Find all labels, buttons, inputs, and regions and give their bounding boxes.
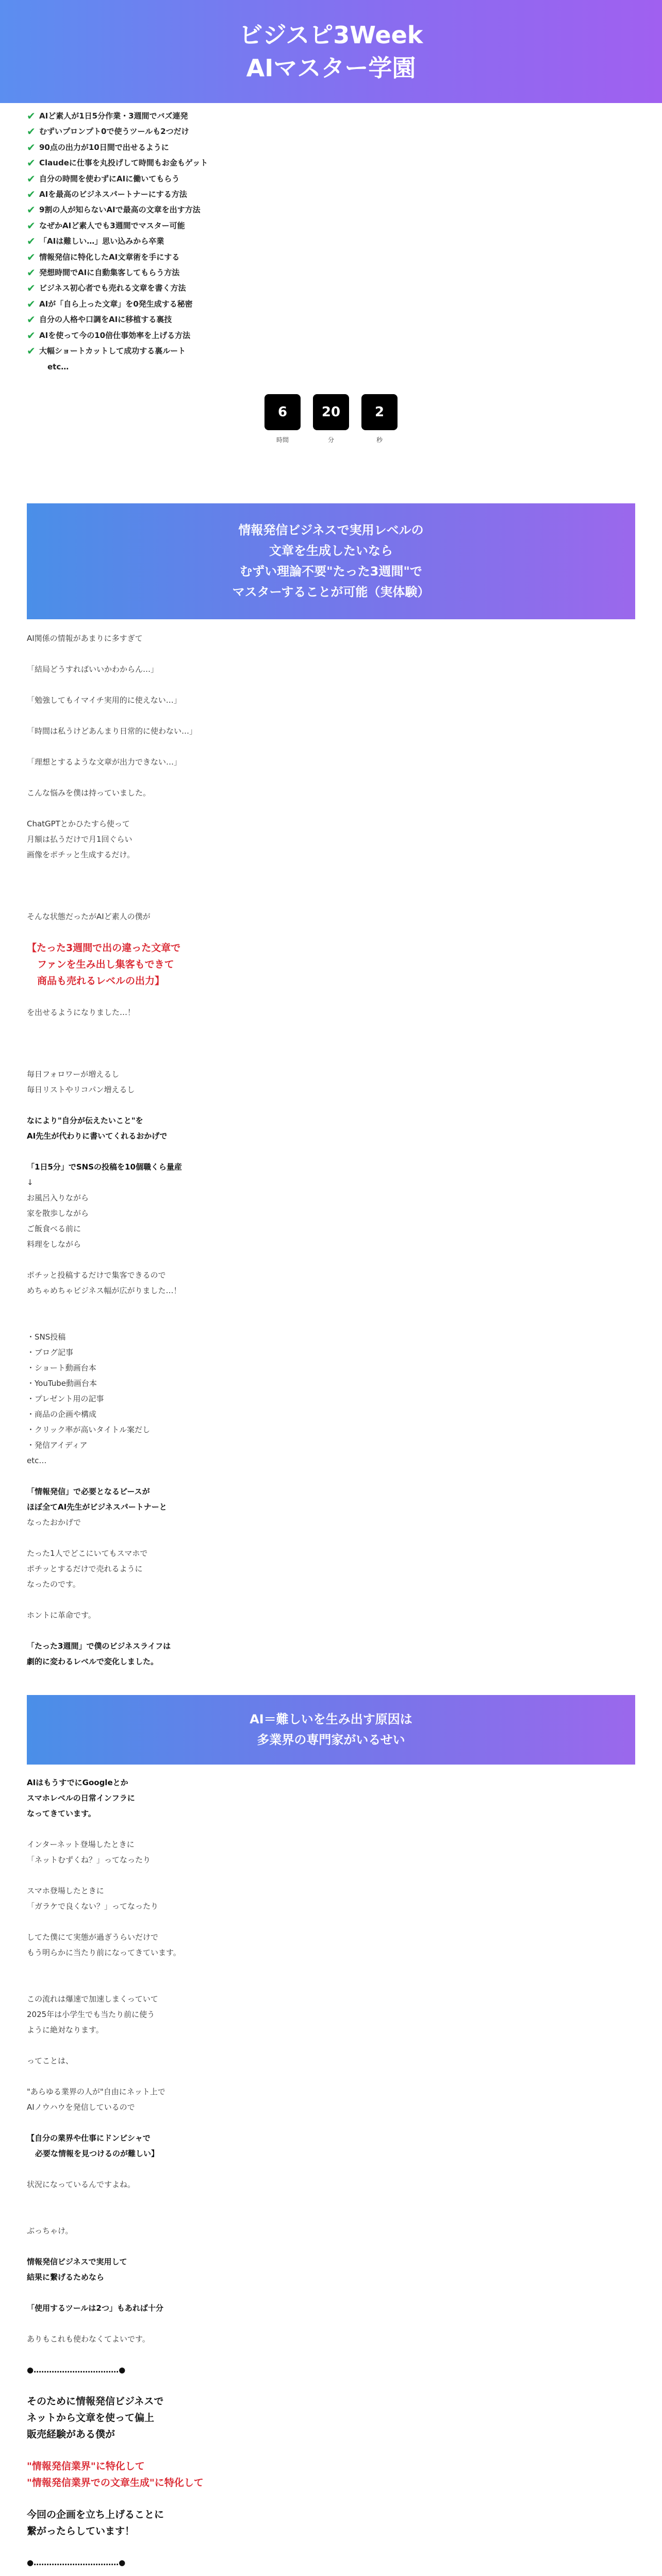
section-banner-2 xyxy=(27,1695,635,1765)
bold-paragraph: スマホレベルの日常インフラに xyxy=(27,1793,135,1803)
paragraph: そんな状態だったがAIど素人の僕が xyxy=(27,911,151,921)
checklist-item xyxy=(27,233,662,249)
checkmark-icon: ✔ xyxy=(27,141,36,154)
output-list xyxy=(27,1329,635,1453)
bold-paragraph: 情報発信ビジネスで実用して xyxy=(27,2257,127,2266)
large-bold-paragraph: 販売経験がある僕が xyxy=(27,2428,115,2440)
checklist-item xyxy=(27,249,662,265)
countdown-seconds-label: 秒 xyxy=(376,436,383,444)
paragraph: ように絶対なります。 xyxy=(27,2025,104,2035)
paragraph: スマホ登場したときに xyxy=(27,1886,104,1895)
bold-paragraph: 「1日5分」でSNSの投稿を10個職くら量産 xyxy=(27,1162,182,1172)
red-highlight: 【たった3週間で出の違った文章で xyxy=(27,942,181,954)
checklist-text: 自分の時間を使わずにAIに働いてもらう xyxy=(39,174,180,183)
checkmark-icon: ✔ xyxy=(27,313,36,326)
checklist-item xyxy=(27,155,662,171)
countdown-minutes xyxy=(313,394,349,444)
checklist-item xyxy=(27,328,662,343)
countdown-minutes-label: 分 xyxy=(327,436,334,444)
section-banner-1 xyxy=(27,503,635,619)
checklist-text: 90点の出力が10日間で出せるように xyxy=(39,142,169,152)
checkmark-icon: ✔ xyxy=(27,188,36,201)
checklist-item xyxy=(27,187,662,202)
paragraph: 毎日フォロワーが増えるし xyxy=(27,1069,120,1079)
checklist-item xyxy=(27,171,662,187)
banner1-line1: 情報発信ビジネスで実用レベルの xyxy=(238,523,424,538)
countdown-hours-label: 時間 xyxy=(276,436,289,444)
paragraph: 「結局どうすればいいかわからん…」 xyxy=(27,664,159,674)
checklist-text: etc… xyxy=(47,362,69,371)
checklist-item xyxy=(27,359,662,375)
paragraph: AIノウハウを発信しているので xyxy=(27,2102,135,2112)
checkmark-icon: ✔ xyxy=(27,110,36,122)
banner2-line1: AI＝難しいを生み出す原因は xyxy=(250,1712,412,1727)
bold-paragraph: ほぼ全てAI先生がビジネスパートナーと xyxy=(27,1502,167,1512)
paragraph: ありもこれも使わなくてよいです。 xyxy=(27,2334,150,2344)
hero-title-line1: ビジスピ3Week xyxy=(239,21,423,49)
paragraph: ってことは、 xyxy=(27,2056,74,2065)
checkmark-icon: ✔ xyxy=(27,345,36,358)
checkmark-icon: ✔ xyxy=(27,219,36,232)
checkmark-icon: ✔ xyxy=(27,235,36,248)
banner1-line4: マスターすることが可能（実体験） xyxy=(232,585,430,600)
banner1-line2: 文章を生成したいなら xyxy=(269,544,393,558)
bold-paragraph: 必要な情報を見つけるのが難しい】 xyxy=(35,2148,159,2158)
checklist-item xyxy=(27,312,662,327)
paragraph: 月額は払うだけで月1回ぐらい xyxy=(27,834,133,844)
red-highlight: "情報発信業界での文章生成"に特化して xyxy=(27,2477,204,2488)
checklist-text: ビジネス初心者でも売れる文章を書く方法 xyxy=(39,283,186,293)
checklist-item xyxy=(27,108,662,124)
checkmark-icon: ✔ xyxy=(27,157,36,170)
bold-paragraph: なってきています。 xyxy=(27,1808,96,1818)
checklist-text: 「AIは難しい…」思い込みから卒業 xyxy=(39,236,164,246)
paragraph: ポチッと投稿するだけで集客できるので xyxy=(27,1270,166,1280)
paragraph: 「理想とするような文章が出力できない…」 xyxy=(27,757,182,767)
paragraph: 毎日リストやリコパン増えるし xyxy=(27,1084,135,1094)
checklist-text: AIど素人が1日5分作業・3週間でバズ連発 xyxy=(39,111,188,121)
paragraph: 「ネットむずくね？」ってなったり xyxy=(27,1855,151,1865)
checklist-text: Claudeに仕事を丸投げして時間もお金もゲット xyxy=(39,158,208,168)
paragraph: AI関係の情報があまりに多すぎて xyxy=(27,633,143,643)
paragraph: 2025年は小学生でも当たり前に使う xyxy=(27,2009,155,2019)
checkmark-icon: ✔ xyxy=(27,297,36,310)
checklist-item xyxy=(27,124,662,139)
checklist-text: なぜかAIど素人でも3週間でマスター可能 xyxy=(39,221,185,230)
bold-paragraph: AI先生が代わりに書いてくれるおかげで xyxy=(27,1131,168,1141)
paragraph: 家を散歩しながら xyxy=(27,1208,89,1218)
hero-title-line2: AIマスター学園 xyxy=(246,54,416,82)
countdown-seconds xyxy=(361,394,398,444)
large-bold-paragraph: ネットから文章を使って偏上 xyxy=(27,2412,155,2424)
paragraph: 料理をしながら xyxy=(27,1239,81,1249)
paragraph: インターネット登場したときに xyxy=(27,1839,135,1849)
checkmark-icon: ✔ xyxy=(27,250,36,263)
paragraph: 「ガラケで良くない？」ってなったり xyxy=(27,1901,159,1911)
dotted-divider: ●……………………………● xyxy=(27,2365,126,2375)
paragraph: 画像をポチッと生成するだけ。 xyxy=(27,850,135,859)
red-highlight: ファンを生み出し集客もできて xyxy=(37,958,174,970)
section-1-body xyxy=(0,619,662,1669)
checklist-item xyxy=(27,265,662,280)
checklist-text: むずいプロンプト0で使うツールも2つだけ xyxy=(39,127,189,137)
checklist-text: 自分の人格や口調をAIに移植する裏技 xyxy=(39,315,172,325)
countdown-hours xyxy=(264,394,301,444)
checkmark-icon: ✔ xyxy=(27,329,36,342)
checklist-text: 9割の人が知らないAIで最高の文章を出す方法 xyxy=(39,205,201,215)
paragraph: してた僕にて実態が過ぎうらいだけで xyxy=(27,1932,159,1942)
list-item: ・ショート動画台本 xyxy=(27,1363,96,1372)
list-item: ・ブログ記事 xyxy=(27,1347,74,1357)
paragraph: を出せるようになりました…！ xyxy=(27,1007,136,1017)
red-highlight: "情報発信業界"に特化して xyxy=(27,2460,145,2472)
paragraph: ホントに革命です。 xyxy=(27,1610,96,1620)
paragraph: 状況になっているんですよね。 xyxy=(27,2179,136,2189)
red-highlight: 商品も売れるレベルの出力】 xyxy=(37,975,165,987)
checklist-item xyxy=(27,296,662,312)
bold-paragraph: AIはもうすでにGoogleとか xyxy=(27,1777,128,1787)
bold-paragraph: 「使用するツールは2つ」もあれば十分 xyxy=(27,2303,163,2313)
checklist-item xyxy=(27,202,662,217)
list-item: ・発信アイディア xyxy=(27,1440,88,1450)
hero-banner xyxy=(0,0,662,103)
dotted-divider: ●……………………………● xyxy=(27,2557,126,2567)
bold-paragraph: 「情報発信」で必要となるピースが xyxy=(27,1486,150,1496)
checklist-item xyxy=(27,280,662,296)
list-item: ・YouTube動画台本 xyxy=(27,1378,97,1388)
section-2-body xyxy=(0,1765,662,2570)
checklist-text: AIを最高のビジネスパートナーにする方法 xyxy=(39,190,187,199)
paragraph: 「時間は私うけどあんまり日常的に使わない…」 xyxy=(27,726,197,736)
bold-paragraph: なにより"自分が伝えたいこと"を xyxy=(27,1115,143,1125)
countdown-hours-value: 6 xyxy=(264,394,301,430)
list-item: ・クリック率が高いタイトル案だし xyxy=(27,1425,151,1434)
bold-paragraph: 劇的に変わるレベルで変化しました。 xyxy=(27,1656,159,1666)
paragraph: ぶっちゃけ。 xyxy=(27,2226,73,2235)
large-bold-paragraph: 今回の企画を立ち上げることに xyxy=(27,2509,164,2520)
list-item: ・商品の企画や構成 xyxy=(27,1409,97,1419)
paragraph: "あらゆる業界の人が"自由にネット上で xyxy=(27,2087,166,2096)
checklist-text: 情報発信に特化したAI文章術を手にする xyxy=(39,252,180,262)
paragraph: ChatGPTとかひたすら使って xyxy=(27,819,130,828)
countdown-timer xyxy=(0,394,662,444)
checklist-text: 発想時間でAIに自動集客してもらう方法 xyxy=(39,268,180,278)
checkmark-icon: ✔ xyxy=(27,282,36,295)
countdown-seconds-value: 2 xyxy=(361,394,398,430)
checkmark-icon: ✔ xyxy=(27,204,36,216)
banner1-line3: むずい理論不要"たった3週間"で xyxy=(240,564,422,579)
bold-paragraph: 【自分の業界や仕事にドンピシャで xyxy=(27,2133,151,2143)
paragraph: ポチッとするだけで売れるように xyxy=(27,1564,143,1573)
list-item: ・プレゼント用の記事 xyxy=(27,1394,104,1403)
banner2-line2: 多業界の専門家がいるせい xyxy=(257,1733,405,1748)
paragraph: たった1人でどこにいてもスマホで xyxy=(27,1548,148,1558)
bold-paragraph: 「たった3週間」で僕のビジネスライフは xyxy=(27,1641,171,1651)
paragraph: こんな悩みを僕は持っていました。 xyxy=(27,788,151,798)
large-bold-paragraph: 繋がったらしています！ xyxy=(27,2525,135,2537)
paragraph: なったおかげで xyxy=(27,1517,81,1527)
paragraph: ご飯食べる前に xyxy=(27,1224,81,1233)
paragraph: この流れは爆速で加速しまくっていて xyxy=(27,1994,158,2004)
countdown-minutes-value: 20 xyxy=(313,394,349,430)
down-arrow: ↓ xyxy=(27,1177,34,1187)
paragraph: もう明らかに当たり前になってきています。 xyxy=(27,1947,181,1957)
checklist-text: AIを使って今の10倍仕事効率を上げる方法 xyxy=(39,330,191,340)
checklist-item xyxy=(27,218,662,233)
checklist-text: AIが「自ら上った文章」を0発生成する秘密 xyxy=(39,299,193,309)
list-item: ・SNS投稿 xyxy=(27,1332,66,1342)
checklist-item xyxy=(27,343,662,359)
large-bold-paragraph: そのために情報発信ビジネスで xyxy=(27,2395,164,2407)
checklist-item xyxy=(27,140,662,155)
paragraph: etc… xyxy=(27,1455,47,1465)
checkmark-icon: ✔ xyxy=(27,172,36,185)
bold-paragraph: 結果に繋げるためなら xyxy=(27,2272,105,2282)
paragraph: お風呂入りながら xyxy=(27,1193,89,1202)
checklist-text: 大幅ショートカットして成功する裏ルート xyxy=(39,346,186,356)
checkmark-icon: ✔ xyxy=(27,125,36,138)
paragraph: めちゃめちゃビジネス幅が広がりました…！ xyxy=(27,1285,181,1295)
benefit-checklist xyxy=(0,103,662,375)
checkmark-icon: ✔ xyxy=(27,266,36,279)
paragraph: なったのです。 xyxy=(27,1579,80,1589)
paragraph: 「勉強してもイマイチ実用的に使えない…」 xyxy=(27,695,181,705)
